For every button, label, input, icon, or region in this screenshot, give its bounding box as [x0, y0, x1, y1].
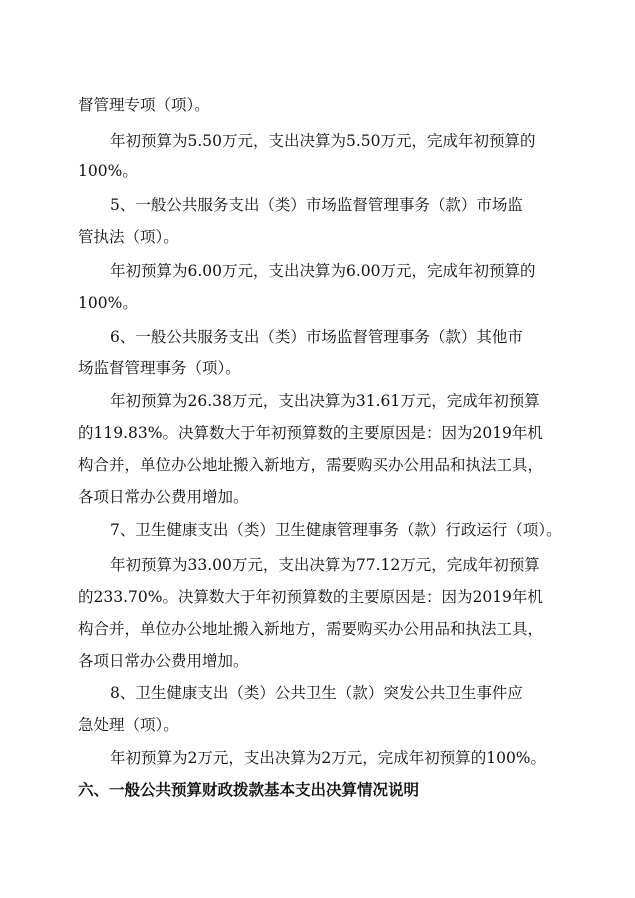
paragraph-line: 各项日常办公费用增加。	[78, 488, 249, 506]
paragraph-line: 的233.70%。决算数大于年初预算数的主要原因是：因为2019年机	[78, 588, 543, 606]
paragraph-line: 各项日常办公费用增加。	[78, 652, 249, 670]
paragraph-line: 构合并，单位办公地址搬入新地方，需要购买办公用品和执法工具，	[78, 620, 544, 638]
paragraph-line: 8、卫生健康支出（类）公共卫生（款）突发公共卫生事件应	[110, 684, 523, 702]
paragraph-line: 的119.83%。决算数大于年初预算数的主要原因是：因为2019年机	[78, 424, 543, 442]
paragraph-line: 急处理（项）。	[78, 716, 179, 734]
paragraph-line: 5、一般公共服务支出（类）市场监督管理事务（款）市场监	[110, 196, 523, 214]
paragraph-line: 构合并，单位办公地址搬入新地方，需要购买办公用品和执法工具，	[78, 456, 544, 474]
paragraph-line: 年初预算为6.00万元，支出决算为6.00万元，完成年初预算的	[110, 262, 536, 280]
paragraph-line: 年初预算为33.00万元，支出决算为77.12万元，完成年初预算	[110, 556, 540, 574]
paragraph-line: 场监督管理事务（项）。	[78, 359, 241, 377]
paragraph-line: 督管理专项（项）。	[78, 96, 210, 114]
paragraph-line: 6、一般公共服务支出（类）市场监督管理事务（款）其他市	[110, 328, 523, 346]
section-heading: 六、一般公共预算财政拨款基本支出决算情况说明	[78, 781, 420, 799]
paragraph-line: 100%。	[78, 294, 138, 312]
paragraph-line: 管执法（项）。	[78, 228, 179, 246]
paragraph-line: 7、卫生健康支出（类）卫生健康管理事务（款）行政运行（项）。	[110, 521, 562, 539]
paragraph-line: 年初预算为26.38万元，支出决算为31.61万元，完成年初预算	[110, 392, 540, 410]
paragraph-line: 年初预算为5.50万元，支出决算为5.50万元，完成年初预算的	[110, 132, 536, 150]
paragraph-line: 100%。	[78, 162, 138, 180]
paragraph-line: 年初预算为2万元，支出决算为2万元，完成年初预算的100%。	[110, 749, 547, 767]
